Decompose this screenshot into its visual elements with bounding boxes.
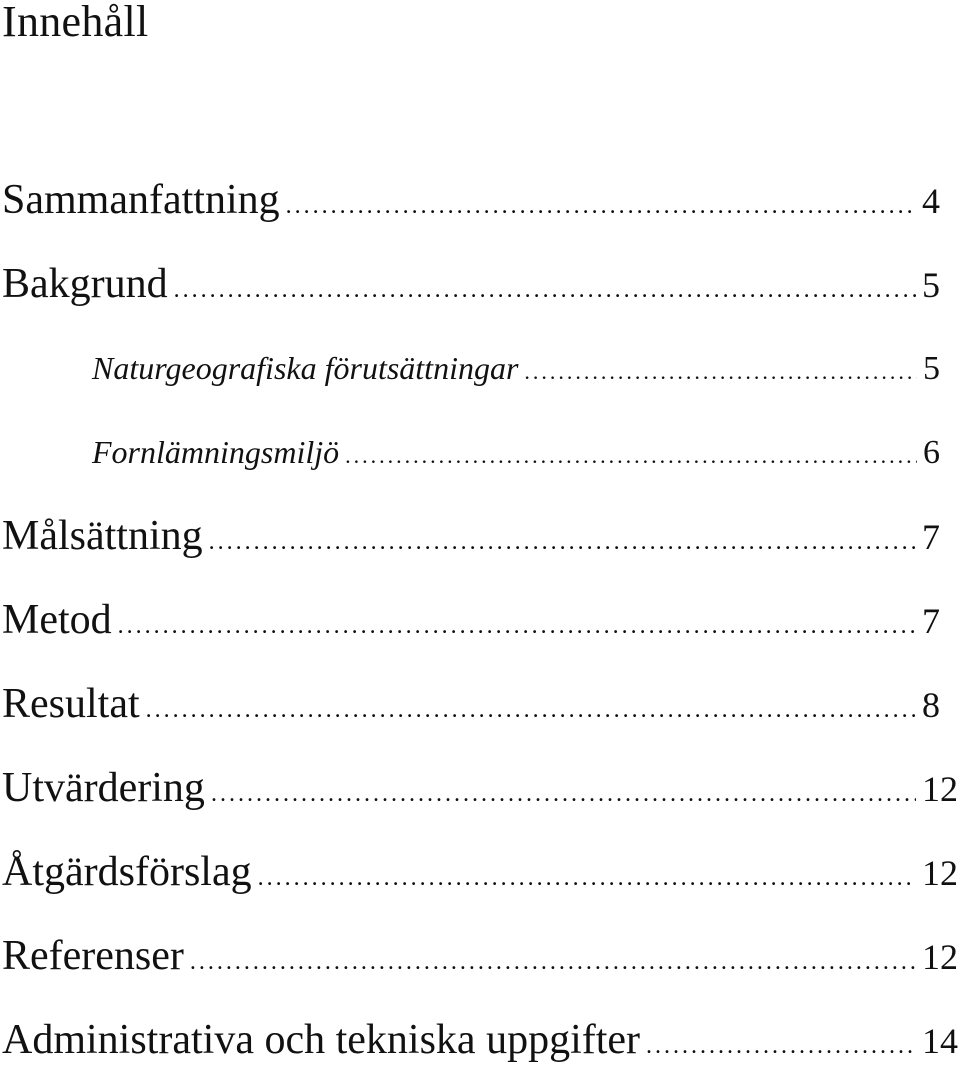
toc-entry-page-number: 4 — [922, 181, 940, 221]
toc-entry-label: Resultat — [2, 681, 140, 727]
toc-entry-bakgrund[interactable] — [2, 258, 940, 316]
dot-leader — [286, 180, 916, 232]
toc-entry-label: Målsättning — [2, 513, 203, 559]
toc-entry-label: Bakgrund — [2, 261, 168, 307]
toc-entry-sammanfattning[interactable] — [2, 174, 940, 232]
toc-entry-administrativa-och-tekniska-uppgifter[interactable] — [2, 1014, 958, 1072]
toc-entry-naturgeografiska-forutsattningar[interactable] — [92, 348, 940, 392]
toc-entry-page-number: 14 — [922, 1021, 958, 1061]
toc-entry-page-number: 6 — [923, 434, 940, 471]
toc-entry-label: Utvärdering — [2, 765, 205, 811]
dot-leader — [211, 768, 916, 820]
toc-entry-label: Metod — [2, 597, 112, 643]
toc-entry-page-number: 7 — [922, 517, 940, 557]
dot-leader — [209, 516, 916, 568]
dot-leader — [646, 1020, 916, 1072]
toc-entry-label: Administrativa och tekniska uppgifter — [2, 1017, 641, 1063]
toc-heading: Innehåll — [2, 0, 149, 46]
toc-entry-malsattning[interactable] — [2, 510, 940, 568]
toc-entry-metod[interactable] — [2, 594, 940, 652]
toc-entry-label: Referenser — [2, 933, 184, 979]
dot-leader — [146, 684, 916, 736]
toc-entry-page-number: 12 — [922, 853, 958, 893]
toc-entry-referenser[interactable] — [2, 930, 958, 988]
toc-entry-page-number: 12 — [922, 937, 958, 977]
toc-entry-page-number: 12 — [922, 769, 958, 809]
dot-leader — [174, 264, 916, 316]
toc-entry-label: Fornlämningsmiljö — [92, 434, 340, 470]
toc-entry-page-number: 5 — [923, 350, 940, 387]
toc-entry-label: Naturgeografiska förutsättningar — [92, 350, 519, 386]
toc-entry-atgardsforslag[interactable] — [2, 846, 958, 904]
dot-leader — [190, 936, 916, 988]
toc-entry-label: Sammanfattning — [2, 177, 280, 223]
toc-entry-page-number: 7 — [922, 601, 940, 641]
dot-leader — [118, 600, 916, 652]
toc-entry-label: Åtgärdsförslag — [2, 849, 252, 895]
dot-leader — [258, 852, 916, 904]
toc-entry-page-number: 5 — [922, 265, 940, 305]
dot-leader — [524, 352, 917, 392]
toc-entry-fornlamningsmiljo[interactable] — [92, 432, 940, 476]
toc-entry-page-number: 8 — [922, 685, 940, 725]
toc-entry-resultat[interactable] — [2, 678, 940, 736]
dot-leader — [345, 436, 917, 476]
toc-entry-utvardering[interactable] — [2, 762, 958, 820]
